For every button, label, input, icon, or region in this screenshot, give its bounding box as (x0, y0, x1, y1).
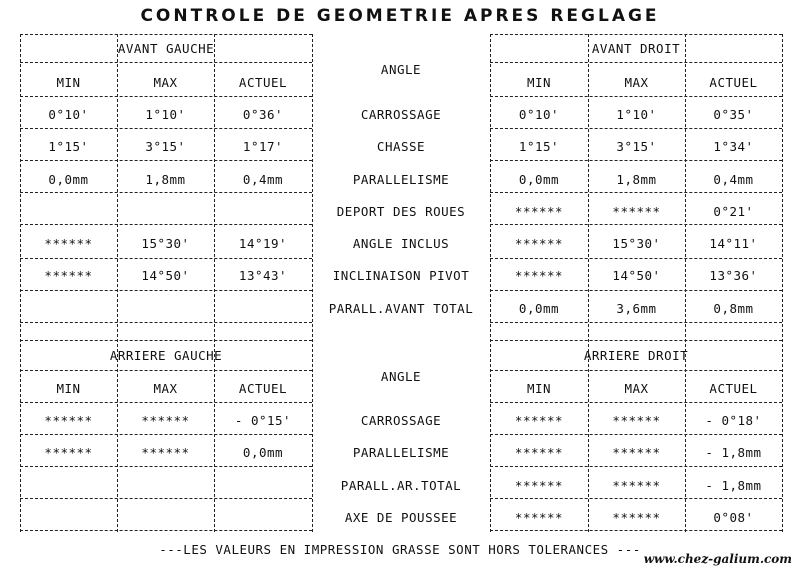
section-header-left: AVANT GAUCHE (117, 41, 215, 56)
divider-horizontal (490, 96, 782, 97)
angle-label: INCLINAISON PIVOT (332, 268, 470, 283)
value-cell: 14°19' (238, 236, 288, 251)
divider-horizontal (20, 128, 312, 129)
value-cell: 13°36' (709, 268, 758, 283)
column-header: ACTUEL (238, 381, 288, 396)
column-header: ACTUEL (709, 381, 758, 396)
divider-horizontal (490, 224, 782, 225)
page-title: CONTROLE DE GEOMETRIE APRES REGLAGE (140, 6, 660, 26)
divider-horizontal (20, 290, 312, 291)
section-header-right: AVANT DROIT (591, 41, 681, 56)
angle-label: PARALLELISME (352, 445, 450, 460)
divider-horizontal (20, 192, 312, 193)
divider-horizontal (20, 434, 312, 435)
divider-horizontal (20, 530, 312, 531)
value-cell: 1°10' (616, 107, 657, 122)
angle-header: ANGLE (380, 368, 422, 384)
angle-header: ANGLE (380, 62, 422, 77)
value-cell: 1,8mm (616, 172, 657, 187)
value-cell: - 0°15' (234, 413, 292, 428)
value-cell: ****** (141, 413, 190, 428)
value-cell: 0°10' (518, 107, 560, 122)
value-cell: 3°15' (145, 139, 186, 154)
divider-horizontal (20, 402, 312, 403)
divider-horizontal (490, 160, 782, 161)
value-cell: 14°11' (709, 236, 758, 251)
divider-horizontal (20, 62, 312, 63)
value-cell: 14°50' (141, 268, 190, 283)
value-cell: 1°17' (242, 139, 284, 154)
value-cell: ****** (514, 510, 564, 525)
divider-horizontal (490, 258, 782, 259)
divider-horizontal (490, 340, 782, 341)
value-cell: 0,4mm (713, 172, 754, 187)
value-cell: ****** (514, 268, 564, 283)
divider-horizontal (20, 340, 312, 341)
value-cell: 0,0mm (48, 172, 89, 187)
value-cell: - 1,8mm (705, 445, 762, 460)
column-header: ACTUEL (238, 75, 288, 90)
column-header: MIN (56, 75, 81, 90)
divider-horizontal (490, 322, 782, 323)
tolerance-note: ---LES VALEURS EN IMPRESSION GRASSE SONT HORS TOLERANCES --- (159, 542, 641, 557)
value-cell: 0°36' (242, 107, 284, 122)
value-cell: 0°21' (713, 204, 754, 219)
column-header: MIN (56, 381, 81, 396)
value-cell: ****** (612, 445, 661, 460)
value-cell: ****** (514, 204, 564, 219)
value-cell: ****** (612, 510, 661, 525)
value-cell: 0°10' (48, 107, 89, 122)
value-cell: ****** (44, 445, 93, 460)
angle-label: PARALL.AR.TOTAL (340, 478, 462, 493)
value-cell: ****** (141, 445, 190, 460)
divider-horizontal (20, 322, 312, 323)
value-cell: 3,6mm (616, 301, 657, 316)
value-cell: ****** (612, 478, 661, 493)
value-cell: 15°30' (141, 236, 190, 251)
divider-horizontal (20, 498, 312, 499)
value-cell: 0,0mm (518, 301, 560, 316)
value-cell: ****** (44, 236, 93, 251)
divider-horizontal (20, 34, 312, 35)
value-cell: 0,0mm (242, 445, 284, 460)
divider-horizontal (20, 224, 312, 225)
divider-horizontal (490, 62, 782, 63)
angle-label: CHASSE (376, 139, 426, 154)
value-cell: 0,4mm (242, 172, 284, 187)
value-cell: ****** (44, 268, 93, 283)
column-header: MAX (624, 381, 649, 396)
value-cell: - 1,8mm (705, 478, 762, 493)
column-header: MAX (153, 381, 178, 396)
divider-horizontal (490, 498, 782, 499)
value-cell: 3°15' (616, 139, 657, 154)
value-cell: ****** (514, 413, 564, 428)
divider-horizontal (20, 466, 312, 467)
angle-label: CARROSSAGE (360, 107, 442, 122)
value-cell: 0°08' (713, 510, 754, 525)
value-cell: 14°50' (612, 268, 661, 283)
value-cell: ****** (612, 204, 661, 219)
divider-horizontal (490, 290, 782, 291)
divider-horizontal (20, 370, 312, 371)
column-header: MIN (526, 75, 552, 90)
divider-horizontal (20, 160, 312, 161)
divider-horizontal (490, 128, 782, 129)
angle-label: PARALL.AVANT TOTAL (328, 301, 474, 316)
divider-horizontal (490, 466, 782, 467)
angle-label: ANGLE INCLUS (352, 236, 450, 251)
section-header-right: ARRIERE DROIT (583, 348, 689, 363)
divider-vertical (782, 34, 783, 532)
value-cell: 1,8mm (145, 172, 186, 187)
value-cell: 13°43' (238, 268, 288, 283)
angle-label: AXE DE POUSSEE (344, 510, 458, 525)
column-header: MIN (526, 381, 552, 396)
value-cell: ****** (514, 445, 564, 460)
value-cell: 0,8mm (713, 301, 754, 316)
divider-horizontal (490, 434, 782, 435)
value-cell: ****** (44, 413, 93, 428)
value-cell: ****** (612, 413, 661, 428)
value-cell: 1°34' (713, 139, 754, 154)
value-cell: ****** (514, 478, 564, 493)
divider-horizontal (20, 96, 312, 97)
column-header: MAX (153, 75, 178, 90)
angle-label: CARROSSAGE (360, 413, 442, 428)
divider-horizontal (490, 34, 782, 35)
divider-horizontal (490, 192, 782, 193)
section-header-left: ARRIERE GAUCHE (109, 348, 223, 363)
value-cell: 0°35' (713, 107, 754, 122)
value-cell: ****** (514, 236, 564, 251)
angle-label: DEPORT DES ROUES (336, 204, 466, 219)
divider-horizontal (490, 530, 782, 531)
value-cell: 1°15' (518, 139, 560, 154)
value-cell: 1°15' (48, 139, 89, 154)
watermark-signature: www.chez-galium.com (643, 552, 792, 566)
value-cell: 1°10' (145, 107, 186, 122)
value-cell: 15°30' (612, 236, 661, 251)
divider-horizontal (490, 370, 782, 371)
angle-label: PARALLELISME (352, 172, 450, 187)
value-cell: 0,0mm (518, 172, 560, 187)
divider-horizontal (490, 402, 782, 403)
value-cell: - 0°18' (705, 413, 762, 428)
column-header: ACTUEL (709, 75, 758, 90)
divider-horizontal (20, 258, 312, 259)
column-header: MAX (624, 75, 649, 90)
